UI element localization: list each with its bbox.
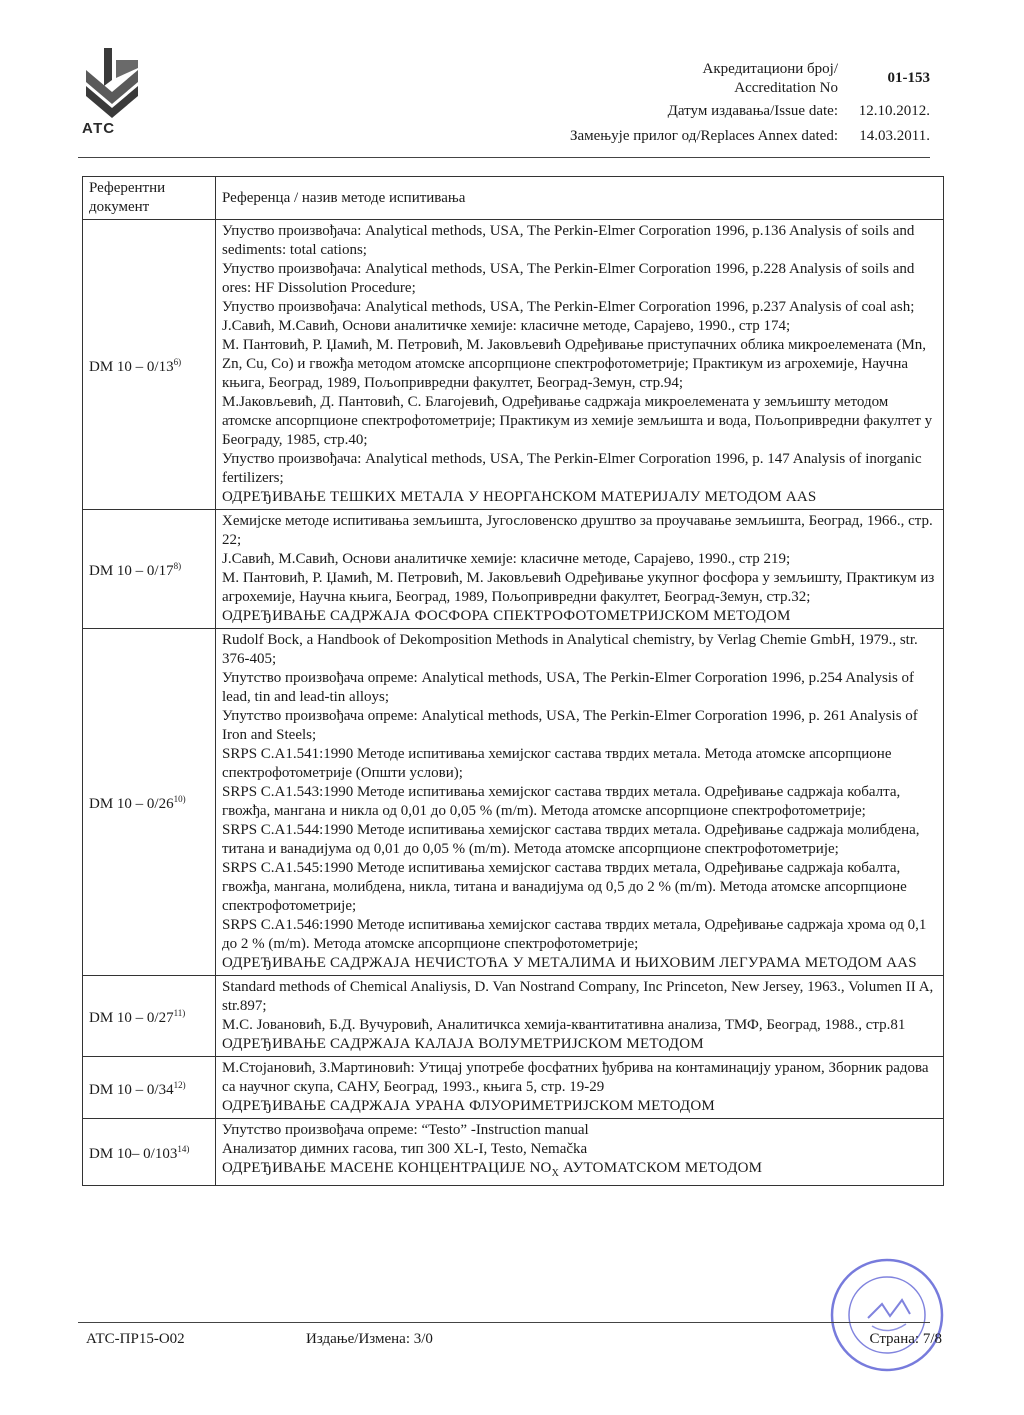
reference-item: SRPS C.A1.544:1990 Методе испитивања хемијског састава тврдих метала. Одређивање садржаја молибдена, титана и ванадијума од 0,01 до 0,05 % (m/m). Метода атомске апсорпционе спектрофотометрије; [222,822,920,857]
edition: Издање/Измена: 3/0 [306,1331,433,1347]
ref-doc-footnote: 6) [173,356,182,367]
reference-item: Ј.Савић, М.Савић, Основи аналитичке хемије: класичне методе, Сарајево, 1990., стр 174; [222,318,791,334]
method-name: ОДРЕЂИВАЊЕ МАСЕНЕ КОНЦЕНТРАЦИЈЕ $NO_X$ АУТОМАТСКОМ МЕТОДОМ [222,1160,763,1179]
atc-logo [82,48,142,137]
reference-item: Rudolf Bock, a Handbook of Dekomposition Methods in Analytical chemistry, by Verlag Chemie GmbH, 1979., str. 376-405; [222,632,918,667]
ref-doc-cell [83,976,216,1057]
reference-cell [216,976,944,1057]
accreditation-label-line1: Акредитациони број/ [702,61,838,77]
header-rule [78,157,930,158]
doc-code: АТС-ПР15-О02 [86,1331,185,1347]
reference-item: Упутство произвођача опреме: “Testo” -Instruction manual [222,1122,589,1138]
reference-item: Упуство произвођача: Analytical methods, USA, The Perkin-Elmer Corporation 1996, p. 147 Analysis of inorganic fertilizers; [222,451,922,486]
table-row [83,1119,944,1186]
ref-doc-id: DM 10– 0/103 [89,1146,178,1162]
ref-doc-footnote: 14) [177,1144,190,1154]
method-name: ОДРЕЂИВАЊЕ ТЕШКИХ МЕТАЛА У НЕОРГАНСКОМ МАТЕРИЈАЛУ МЕТОДОМ AAS [222,489,817,505]
reference-item: М. Пантовић, Р. Џамић, М. Петровић, М. Јаковљевић Одређивање укупног фосфора у земљишту, Практикум из агрохемије, Научна књига, Београд, 1989, Пољопривредни факултет, Београд-Земун, стр.32; [222,570,935,605]
reference-item: М. Пантовић, Р. Џамић, М. Петровић, М. Јаковљевић Одређивање приступачних облика микроелемената (Mn, Zn, Cu, Co) и гвожђа методом атомске апсорпционе спектрофотометрије; Практикум из агрохемије, Научна књига, Београд, 1989, Пољопривредни факултет, Београд-Земун, стр.94; [222,337,927,391]
reference-item: Standard methods of Chemical Analiysis, D. Van Nostrand Company, Inc Princeton, New Jersey, 1963., Volumen II A, str.897; [222,979,934,1014]
ref-doc-cell [83,1057,216,1119]
reference-cell [216,1057,944,1119]
reference-item: М.Јаковљевић, Д. Пантовић, С. Благојевић, Одређивање садржаја микроелемената у земљишту методом атомске апсорпционе спектрофотометрије; Практикум из хемије земљишта и вода, Пољопривредни факултет у Београду, 1985, стр.40; [222,394,933,448]
reference-item: M.C. Јовановић, Б.Д. Вучуровић, Аналитичкса хемија-квантитативна анализа, ТМФ, Београд, 1988., стр.81 [222,1017,906,1033]
reference-cell [216,1119,944,1186]
reference-item: Упуство произвођача: Analytical methods, USA, The Perkin-Elmer Corporation 1996, p.237 Analysis of coal ash; [222,299,915,315]
table-row [83,510,944,629]
reference-item: SRPS C.A1.545:1990 Методе испитивања хемијског састава тврдих метала, Одређивање садржаја кобалта, гвожђа, мангана, молибдена, никла, титана и ванадијума од 0,5 до 2 % (m/m). Метода атомске апсорпционе спектрофотометрије; [222,860,907,914]
reference-item: Хемијске методе испитивања земљишта, Југословенско друштво за проучавање земљишта, Београд, 1966., стр. 22; [222,513,933,548]
ref-doc-cell [83,220,216,510]
ref-doc-footnote: 11) [173,1008,186,1018]
method-name: ОДРЕЂИВАЊЕ САДРЖАЈА НЕЧИСТОЋА У МЕТАЛИМА И ЊИХОВИМ ЛЕГУРАМА МЕТОДОМ AAS [222,955,917,971]
col-header-reference: Референца / назив методе испитивања [216,177,944,220]
footer-rule [78,1322,930,1323]
reference-cell [216,220,944,510]
ref-doc-id: DM 10 – 0/13 [89,358,174,375]
issue-date: 12.10.2012. [858,103,930,119]
replaces-label: Замењује прилог од/Replaces Annex dated: [569,128,838,144]
accreditation-stamp [828,1256,946,1374]
reference-item: Упуство произвођача: Analytical methods, USA, The Perkin-Elmer Corporation 1996, p.136 Analysis of soils and sediments: total cations; [222,223,915,258]
reference-item: Анализатор димних гасова, тип 300 XL-I, Testo, Nemačka [222,1141,588,1157]
ref-doc-cell [83,629,216,976]
reference-item: Ј.Савић, М.Савић, Основи аналитичке хемије: класичне методе, Сарајево, 1990., стр 219; [222,551,791,567]
reference-item: Упутство произвођача опреме: Analytical methods, USA, The Perkin-Elmer Corporation 1996, p. 261 Analysis of Iron and Steels; [222,708,918,743]
ref-doc-footnote: 8) [173,561,182,571]
reference-cell [216,510,944,629]
ref-doc-id: DM 10 – 0/34 [89,1081,174,1098]
ref-doc-id: DM 10 – 0/17 [89,563,174,579]
ref-doc-footnote: 10) [173,794,186,804]
reference-item: Упутство произвођача опреме: Analytical methods, USA, The Perkin-Elmer Corporation 1996, p.254 Analysis of lead, tin and lead-tin alloys; [222,670,915,705]
page-number: Страна: 7/8 [869,1331,942,1347]
methods-table [82,176,944,1186]
accreditation-label [703,60,838,98]
table-row [83,220,944,510]
ref-doc-id: DM 10 – 0/27 [89,1010,174,1026]
table-row [83,1057,944,1119]
accreditation-header [510,60,930,146]
logo-text: АТС [82,120,116,137]
method-name: ОДРЕЂИВАЊЕ САДРЖАЈА ФОСФОРА СПЕКТРОФОТОМЕТРИЈСКОМ МЕТОДОМ [222,608,791,624]
ref-doc-footnote: 12) [173,1079,186,1090]
accreditation-number: 01-153 [887,70,930,86]
reference-item: SRPS C.A1.546:1990 Методе испитивања хемијског састава тврдих метала, Одређивање садржаја хрома од 0,1 до 2 % (m/m). Метода атомске апсорпционе спектрофотометрије; [222,917,927,952]
col-header-ref-doc: Референтни документ [83,177,216,220]
issue-date-label: Датум издавања/Issue date: [667,103,838,119]
page-footer [86,1331,942,1348]
table-header-row [83,177,944,220]
table-row [83,629,944,976]
atc-logo-mark [82,48,140,118]
reference-item: SRPS C.A1.541:1990 Методе испитивања хемијског састава тврдих метала. Метода атомске апсорпционе спектрофотометрије (Општи услови); [222,746,892,781]
reference-item: SRPS C.A1.543:1990 Методе испитивања хемијског састава тврдих метала. Одређивање садржаја кобалта, гвожђа, мангана и никла од 0,01 до 0,05 % (m/m). Метода атомске апсорпционе спектрофотометрије; [222,784,901,819]
accreditation-label-line2: Accreditation No [734,80,838,96]
table-row [83,976,944,1057]
replaces-date: 14.03.2011. [859,128,930,144]
reference-cell [216,629,944,976]
ref-doc-cell [83,510,216,629]
reference-item: М.Стојановић, З.Мартиновић: Утицај употребе фосфатних ђубрива на контаминацију ураном, Зборник радова са научног скупа, САНУ, Београд, 1993., књига 5, стр. 19-29 [222,1060,929,1095]
ref-doc-cell [83,1119,216,1186]
method-name: ОДРЕЂИВАЊЕ САДРЖАЈА КАЛАЈА ВОЛУМЕТРИЈСКОМ МЕТОДОМ [222,1036,704,1052]
reference-item: Упуство произвођача: Analytical methods, USA, The Perkin-Elmer Corporation 1996, p.228 Analysis of soils and ores: HF Dissolution Procedure; [222,261,915,296]
method-name: ОДРЕЂИВАЊЕ САДРЖАЈА УРАНА ФЛУОРИМЕТРИЈСКОМ МЕТОДОМ [222,1098,715,1114]
ref-doc-id: DM 10 – 0/26 [89,796,174,812]
